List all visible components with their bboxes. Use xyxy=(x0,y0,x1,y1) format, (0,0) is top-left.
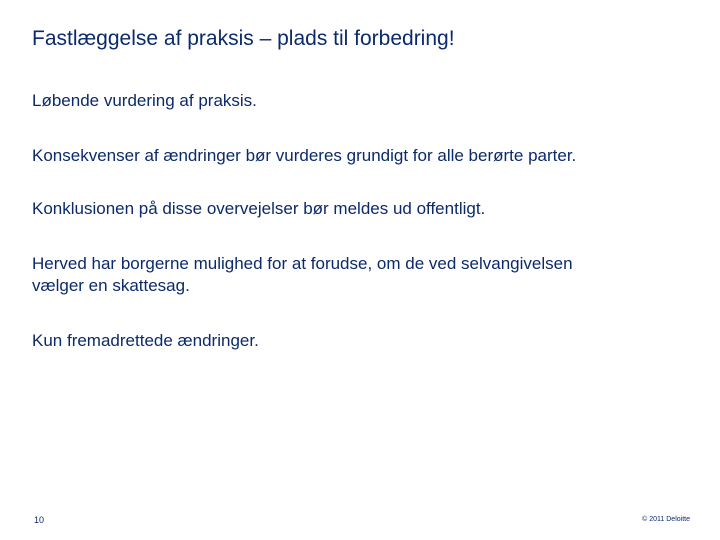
copyright-notice: © 2011 Deloitte xyxy=(642,516,690,523)
bullet-item: Herved har borgerne mulighed for at forudse, om de ved selvangivelsen vælger en skattesag. xyxy=(32,254,573,295)
bullet-item: Konsekvenser af ændringer bør vurderes grundigt for alle berørte parter. xyxy=(32,146,577,165)
page-number: 10 xyxy=(34,515,45,525)
slide-title: Fastlæggelse af praksis – plads til forbedring! xyxy=(32,27,455,50)
bullet-item: Kun fremadrettede ændringer. xyxy=(32,331,259,350)
bullet-item: Konklusionen på disse overvejelser bør meldes ud offentligt. xyxy=(32,199,486,218)
bullet-item: Løbende vurdering af praksis. xyxy=(32,91,257,110)
